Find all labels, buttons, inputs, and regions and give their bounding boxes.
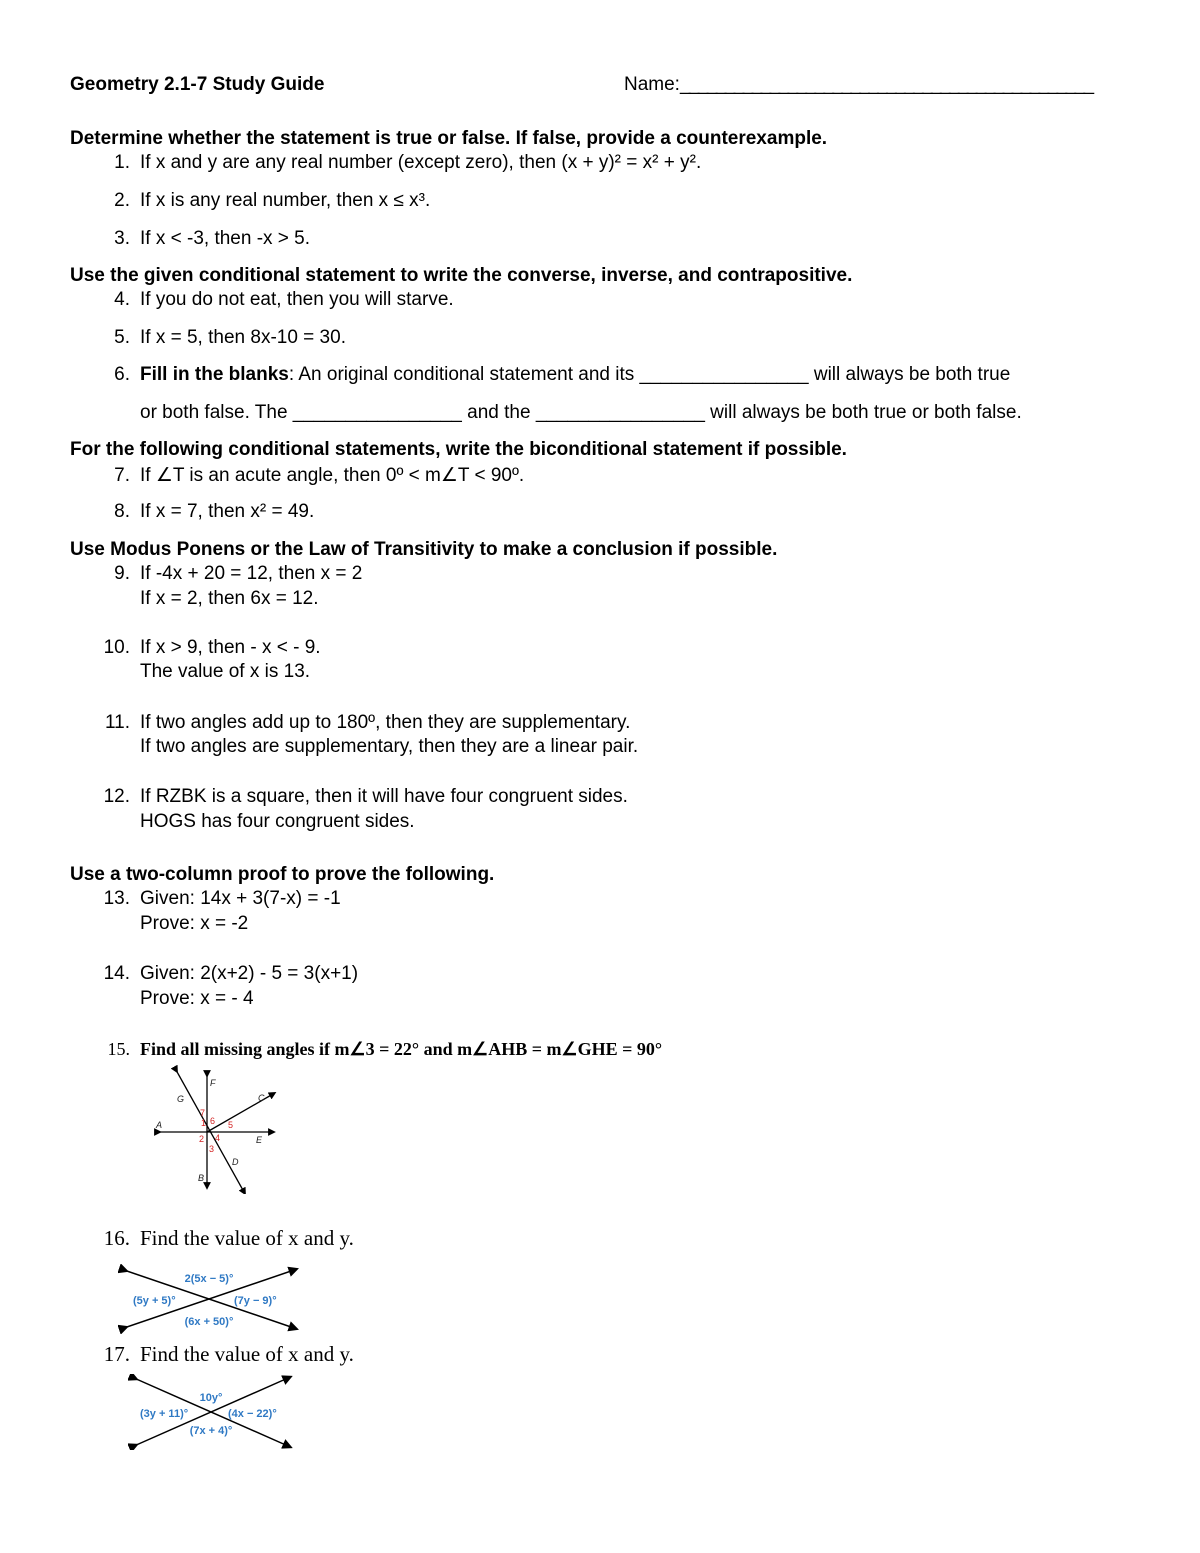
angle-right-label: (7y − 9)° bbox=[234, 1295, 277, 1307]
question-text: If x = 7, then x² = 49. bbox=[140, 501, 315, 522]
name-field bbox=[624, 74, 1092, 96]
angle-left-label: (5y + 5)° bbox=[133, 1295, 176, 1307]
question-number: 3. bbox=[114, 228, 130, 249]
section-header-converse: Use the given conditional statement to write the converse, inverse, and contrapositive. bbox=[70, 265, 853, 286]
question-text: Find the value of x and y. bbox=[140, 1226, 354, 1250]
question-number: 17. bbox=[103, 1342, 130, 1366]
angle-label-7: 7 bbox=[200, 1108, 206, 1118]
question-number: 7. bbox=[114, 465, 130, 486]
question-number: 9. bbox=[114, 563, 130, 584]
question-14 bbox=[100, 963, 358, 985]
question-number: 10. bbox=[103, 637, 130, 658]
question-5 bbox=[100, 327, 346, 349]
angle-label-6: 6 bbox=[210, 1116, 216, 1126]
question-text: If you do not eat, then you will starve. bbox=[140, 289, 454, 310]
question-text-line1: Given: 14x + 3(7-x) = -1 bbox=[140, 888, 341, 909]
section-header-two-column-proof: Use a two-column proof to prove the following. bbox=[70, 864, 495, 885]
point-label-e: E bbox=[256, 1135, 263, 1145]
question-15 bbox=[100, 1039, 662, 1060]
question-number: 15. bbox=[107, 1039, 130, 1059]
question-10 bbox=[100, 637, 321, 659]
question-8 bbox=[100, 501, 314, 523]
angle-left-label: (3y + 11)° bbox=[140, 1408, 189, 1420]
section-header-modus-ponens: Use Modus Ponens or the Law of Transitivity to make a conclusion if possible. bbox=[70, 539, 778, 560]
question-16 bbox=[100, 1226, 354, 1251]
question-number: 2. bbox=[114, 190, 130, 211]
angle-bottom-label: (6x + 50)° bbox=[184, 1316, 234, 1328]
figure-17-vertical-angles bbox=[128, 1374, 294, 1450]
question-text: Find the value of x and y. bbox=[140, 1342, 354, 1366]
point-label-d: D bbox=[232, 1157, 239, 1167]
question-12-line2: HOGS has four congruent sides. bbox=[140, 811, 415, 832]
question-text: If x and y are any real number (except zero), then (x + y)² = x² + y². bbox=[140, 152, 702, 173]
figure-16-vertical-angles bbox=[118, 1264, 300, 1334]
question-text: Find all missing angles if m∠3 = 22° and m∠AHB = m∠GHE = 90° bbox=[140, 1039, 663, 1059]
question-number: 13. bbox=[103, 888, 130, 909]
question-11 bbox=[100, 712, 630, 734]
question-text: If x is any real number, then x ≤ x³. bbox=[140, 190, 431, 211]
question-number: 4. bbox=[114, 289, 130, 310]
name-line: ______________________________________________ bbox=[679, 74, 1093, 95]
question-number: 16. bbox=[103, 1226, 130, 1250]
angle-right-label: (4x − 22)° bbox=[228, 1408, 277, 1420]
fill-blanks-label: Fill in the blanks bbox=[140, 364, 289, 385]
question-13-line2: Prove: x = -2 bbox=[140, 913, 249, 934]
question-text: If x < -3, then -x > 5. bbox=[140, 228, 311, 249]
angle-label-3: 3 bbox=[209, 1144, 215, 1154]
question-7 bbox=[100, 464, 524, 487]
question-number: 1. bbox=[114, 152, 130, 173]
question-14-line2: Prove: x = - 4 bbox=[140, 988, 254, 1009]
question-text-line1: If two angles add up to 180º, then they are supplementary. bbox=[140, 712, 631, 733]
point-label-g: G bbox=[177, 1094, 185, 1104]
angle-label-5: 5 bbox=[228, 1120, 234, 1130]
question-13 bbox=[100, 888, 341, 910]
question-number: 8. bbox=[114, 501, 130, 522]
question-1 bbox=[100, 152, 701, 174]
point-label-f: F bbox=[210, 1078, 216, 1088]
question-text: If x = 5, then 8x-10 = 30. bbox=[140, 327, 346, 348]
question-text: If ∠T is an acute angle, then 0º < m∠T < 90º. bbox=[140, 465, 525, 486]
question-number: 14. bbox=[103, 963, 130, 984]
angle-top-label: 2(5x − 5)° bbox=[184, 1273, 234, 1285]
section-header-true-false: Determine whether the statement is true or false. If false, provide a counterexample. bbox=[70, 128, 828, 149]
question-12 bbox=[100, 786, 628, 808]
question-number: 5. bbox=[114, 327, 130, 348]
angle-label-4: 4 bbox=[215, 1133, 221, 1143]
question-2 bbox=[100, 190, 430, 212]
figure-15-angle-diagram bbox=[140, 1064, 290, 1194]
section-header-biconditional: For the following conditional statements, write the biconditional statement if possible. bbox=[70, 439, 847, 460]
question-17 bbox=[100, 1342, 354, 1367]
question-text-line1: : An original conditional statement and its ________________ will always be both true bbox=[288, 364, 1011, 385]
question-text-line1: If -4x + 20 = 12, then x = 2 bbox=[140, 563, 363, 584]
question-3 bbox=[100, 228, 310, 250]
point-label-b: B bbox=[198, 1173, 205, 1183]
question-number: 6. bbox=[114, 364, 130, 385]
question-9 bbox=[100, 563, 362, 585]
question-6 bbox=[100, 364, 1010, 386]
question-text-line1: If x > 9, then - x < - 9. bbox=[140, 637, 321, 658]
angle-bottom-label: (7x + 4)° bbox=[189, 1425, 233, 1437]
page-title: Geometry 2.1-7 Study Guide bbox=[70, 74, 325, 95]
question-6-line2: or both false. The ________________ and the ________________ will always be both true or both false. bbox=[140, 402, 1022, 423]
question-4 bbox=[100, 289, 454, 311]
angle-label-1: 1 bbox=[201, 1118, 207, 1128]
point-label-a: A bbox=[156, 1120, 163, 1130]
angle-top-label: 10y° bbox=[199, 1392, 223, 1404]
name-label: Name: bbox=[624, 74, 680, 95]
question-text-line1: Given: 2(x+2) - 5 = 3(x+1) bbox=[140, 963, 359, 984]
angle-label-2: 2 bbox=[199, 1134, 205, 1144]
question-11-line2: If two angles are supplementary, then they are a linear pair. bbox=[140, 736, 639, 757]
question-10-line2: The value of x is 13. bbox=[140, 661, 311, 682]
question-9-line2: If x = 2, then 6x = 12. bbox=[140, 588, 319, 609]
question-number: 11. bbox=[104, 712, 130, 733]
question-text-line1: If RZBK is a square, then it will have four congruent sides. bbox=[140, 786, 628, 807]
point-label-c: C bbox=[258, 1093, 265, 1103]
question-number: 12. bbox=[103, 786, 130, 807]
